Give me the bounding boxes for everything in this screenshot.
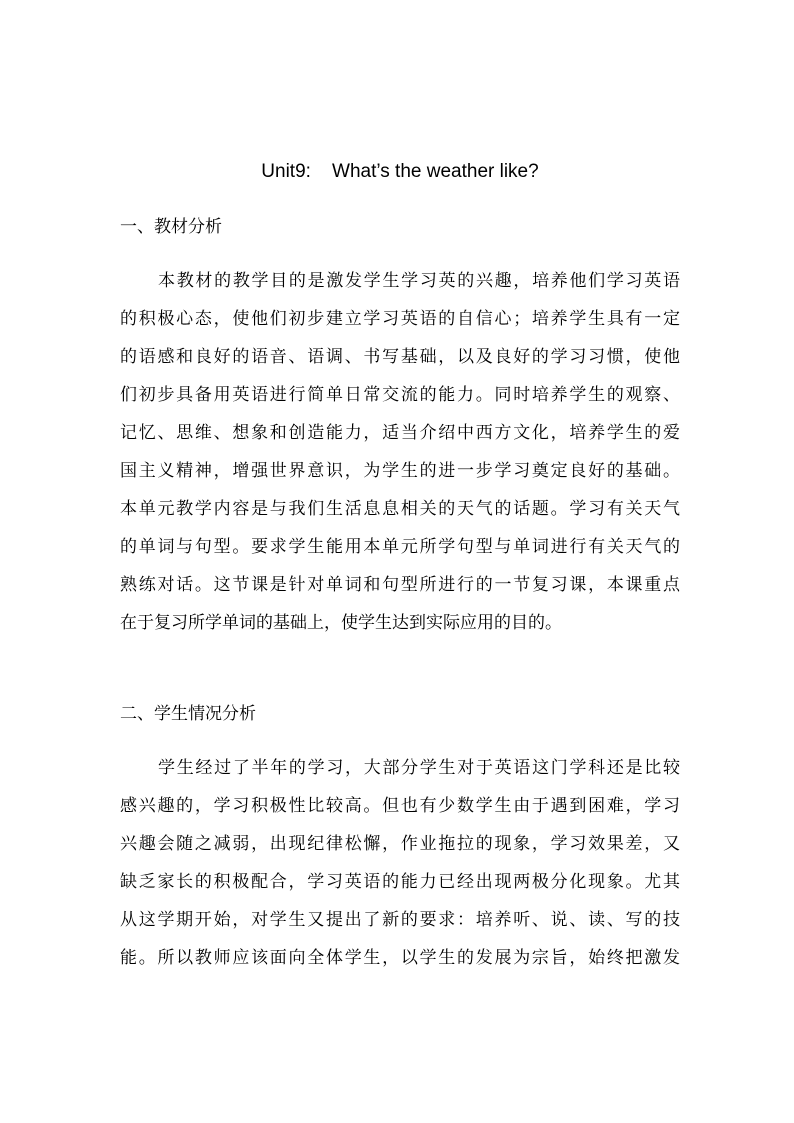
- paragraph-line: 在于复习所学单词的基础上，使学生达到实际应用的目的。: [120, 613, 562, 633]
- paragraph-line: 记忆、思维、想象和创造能力，适当介绍中西方文化，培养学生的爱: [120, 423, 680, 443]
- paragraph-line: 本单元教学内容是与我们生活息息相关的天气的话题。学习有关天气: [120, 499, 680, 519]
- paragraph-student-analysis: [120, 749, 680, 977]
- paragraph-line: 缺乏家长的积极配合，学习英语的能力已经出现两极分化现象。尤其: [120, 872, 680, 892]
- paragraph-line: 的语感和良好的语音、语调、书写基础，以及良好的学习习惯，使他: [120, 347, 680, 367]
- paragraph-line: 本教材的教学目的是激发学生学习英的兴趣，培养他们学习英语: [158, 271, 680, 291]
- paragraph-line: 学生经过了半年的学习，大部分学生对于英语这门学科还是比较: [158, 758, 680, 778]
- paragraph-line: 感兴趣的，学习积极性比较高。但也有少数学生由于遇到困难，学习: [120, 796, 680, 816]
- section-heading-textbook-analysis: 一、教材分析: [120, 217, 222, 237]
- paragraph-line: 从这学期开始，对学生又提出了新的要求：培养听、说、读、写的技: [120, 910, 680, 930]
- paragraph-line: 国主义精神，增强世界意识，为学生的进一步学习奠定良好的基础。: [120, 461, 680, 481]
- section-heading-student-analysis: 二、学生情况分析: [120, 704, 256, 724]
- paragraph-line: 的单词与句型。要求学生能用本单元所学句型与单词进行有关天气的: [120, 537, 680, 557]
- paragraph-line: 熟练对话。这节课是针对单词和句型所进行的一节复习课，本课重点: [120, 575, 680, 595]
- paragraph-line: 们初步具备用英语进行简单日常交流的能力。同时培养学生的观察、: [120, 385, 680, 405]
- document-title: Unit9: What’s the weather like?: [261, 161, 539, 182]
- paragraph-line: 兴趣会随之减弱，出现纪律松懈，作业拖拉的现象，学习效果差，又: [120, 834, 680, 854]
- paragraph-line: 能。所以教师应该面向全体学生，以学生的发展为宗旨，始终把激发: [120, 948, 680, 968]
- paragraph-line: 的积极心态，使他们初步建立学习英语的自信心；培养学生具有一定: [120, 309, 680, 329]
- paragraph-textbook-analysis: [120, 262, 680, 642]
